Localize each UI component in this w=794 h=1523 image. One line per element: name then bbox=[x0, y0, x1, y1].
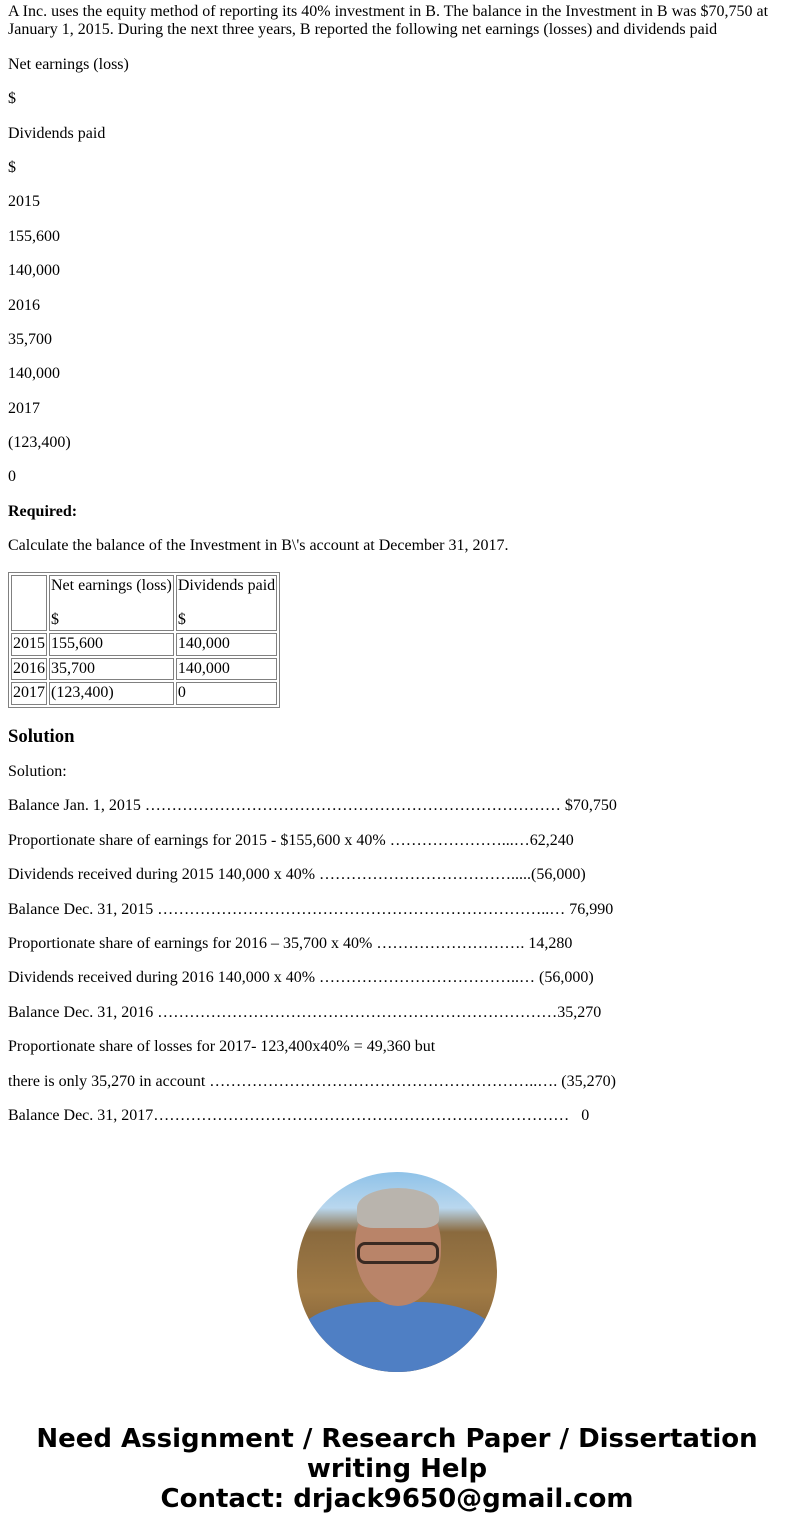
solution-line: there is only 35,270 in account ……………………………………………………..…. (35,270) bbox=[8, 1072, 616, 1090]
flat-line: $ bbox=[8, 90, 16, 108]
flat-line: Net earnings (loss) bbox=[8, 55, 129, 73]
dividends-cell: 140,000 bbox=[176, 633, 277, 655]
flat-line: 35,700 bbox=[8, 330, 52, 348]
flat-line: 2017 bbox=[8, 399, 40, 417]
flat-line: 2016 bbox=[8, 296, 40, 314]
earnings-cell: 35,700 bbox=[49, 658, 174, 680]
solution-heading: Solution bbox=[8, 725, 75, 747]
solution-line: Balance Dec. 31, 2016 …………………………………………………………………35,270 bbox=[8, 1003, 602, 1021]
table-corner-cell bbox=[11, 575, 47, 632]
solution-intro: Solution: bbox=[8, 763, 67, 781]
earnings-cell: 155,600 bbox=[49, 633, 174, 655]
table-header-row bbox=[11, 575, 277, 632]
solution-line: Balance Dec. 31, 2017…………………………………………………………………… 0 bbox=[8, 1107, 590, 1124]
table-header-cell: Net earnings (loss) $ bbox=[49, 575, 174, 632]
table-row bbox=[11, 633, 277, 655]
flat-line: 0 bbox=[8, 468, 16, 486]
solution-line: Dividends received during 2015 140,000 x 40% ……………………………….....(56,000) bbox=[8, 866, 586, 884]
flat-line: (123,400) bbox=[8, 434, 71, 452]
earnings-table bbox=[8, 572, 280, 708]
question-intro: A Inc. uses the equity method of reporting its 40% investment in B. The balance in the Investment in B was $70,750 at January 1, 2015. During the next three years, B reported the following net earnings (losses) and dividends paid bbox=[8, 3, 769, 39]
author-photo-container bbox=[0, 1172, 794, 1372]
solution-line: Dividends received during 2016 140,000 x 40% ………………………………..… (56,000) bbox=[8, 969, 594, 987]
document bbox=[0, 3, 794, 1125]
year-cell: 2015 bbox=[11, 633, 47, 655]
flat-line: Dividends paid bbox=[8, 124, 106, 142]
solution-line: Balance Dec. 31, 2015 ………………………………………………………………..… 76,990 bbox=[8, 900, 614, 918]
required-label: Required: bbox=[8, 502, 78, 520]
solution-line: Balance Jan. 1, 2015 …………………………………………………………………… $70,750 bbox=[8, 797, 617, 815]
year-cell: 2017 bbox=[11, 682, 47, 704]
author-photo bbox=[297, 1172, 497, 1372]
banner-contact: Contact: drjack9650@gmail.com bbox=[160, 1484, 634, 1515]
banner-headline: Need Assignment / Research Paper / Dissertation writing Help bbox=[36, 1424, 758, 1485]
flat-line: 155,600 bbox=[8, 227, 60, 245]
flat-line: 140,000 bbox=[8, 262, 60, 280]
contact-banner bbox=[0, 1424, 794, 1514]
table-header-cell: Dividends paid $ bbox=[176, 575, 277, 632]
required-text: Calculate the balance of the Investment in B\'s account at December 31, 2017. bbox=[8, 537, 509, 555]
solution-line: Proportionate share of earnings for 2015 - $155,600 x 40% …………………...…62,240 bbox=[8, 831, 574, 849]
flat-line: $ bbox=[8, 158, 16, 176]
dividends-cell: 140,000 bbox=[176, 658, 277, 680]
table-row bbox=[11, 682, 277, 704]
dividends-cell: 0 bbox=[176, 682, 277, 704]
earnings-cell: (123,400) bbox=[49, 682, 174, 704]
flat-line: 2015 bbox=[8, 193, 40, 211]
table-row bbox=[11, 658, 277, 680]
flat-line: 140,000 bbox=[8, 365, 60, 383]
flat-lines bbox=[8, 56, 786, 487]
year-cell: 2016 bbox=[11, 658, 47, 680]
solution-line: Proportionate share of earnings for 2016 – 35,700 x 40% ………………………. 14,280 bbox=[8, 935, 573, 953]
solution-line: Proportionate share of losses for 2017- 123,400x40% = 49,360 but bbox=[8, 1038, 436, 1056]
